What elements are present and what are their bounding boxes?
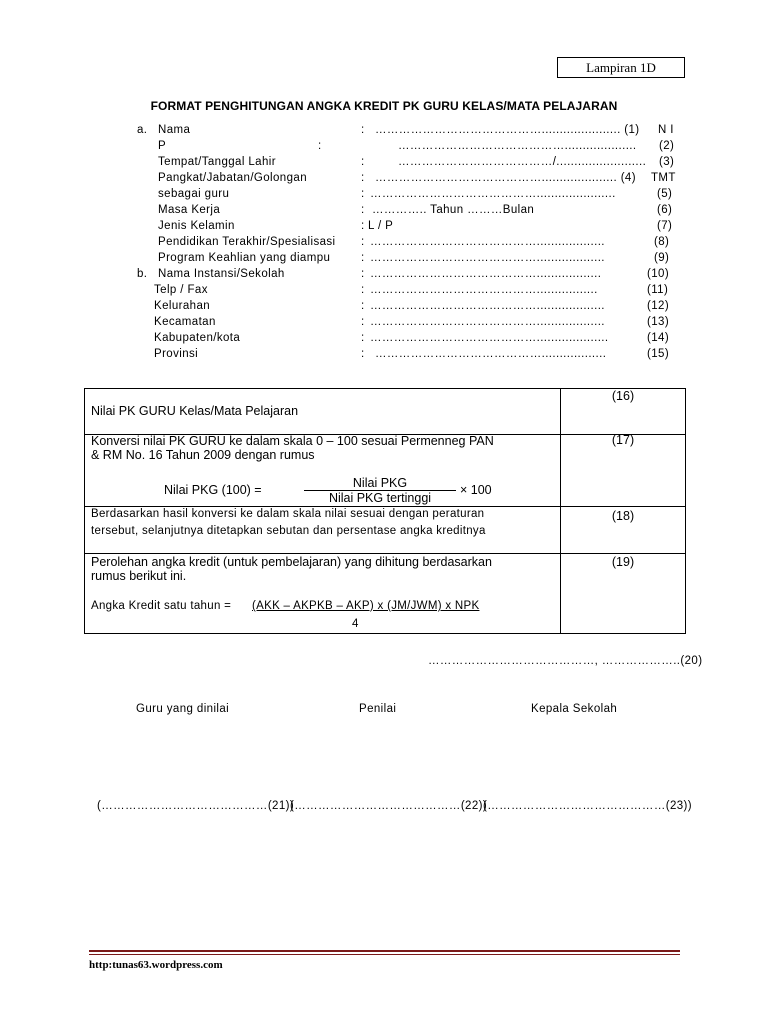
field-value: ……………………………………................... — [370, 236, 605, 248]
table-row-3-number: (18) — [611, 509, 635, 523]
section-b-label: b. — [137, 268, 148, 280]
signature-kepala: (………………………………………(23)) — [483, 800, 693, 812]
table-row-4-number: (19) — [611, 555, 635, 569]
field-label: Nama Instansi/Sekolah — [158, 268, 285, 280]
field-value: ……………………………………................... — [370, 316, 605, 328]
field-row — [0, 204, 768, 220]
field-value: ……………………………………................. — [370, 284, 598, 296]
field-colon: : — [361, 204, 365, 216]
field-colon: : — [318, 140, 322, 152]
table-row-4-line-1: Perolehan angka kredit (untuk pembelajaran) yang dihitung berdasarkan — [91, 555, 492, 569]
table-row-1-text: Nilai PK GURU Kelas/Mata Pelajaran — [91, 404, 299, 418]
field-number: (14) — [647, 332, 670, 344]
field-value: …………………………………….................. — [370, 268, 602, 280]
field-number: (12) — [647, 300, 670, 312]
calculation-table — [84, 388, 686, 634]
field-value: ……………………………………..................... (4) — [375, 172, 636, 184]
field-label: Nama — [158, 124, 191, 136]
signer-penilai-label: Penilai — [359, 703, 397, 715]
signer-kepala-label: Kepala Sekolah — [531, 703, 618, 715]
table-row-3-line-2: tersebut, selanjutnya ditetapkan sebutan dan persentase angka kreditnya — [91, 525, 486, 537]
field-label: sebagai guru — [158, 188, 230, 200]
field-row — [0, 268, 768, 284]
field-label: Pangkat/Jabatan/Golongan — [158, 172, 307, 184]
section-a-label: a. — [137, 124, 148, 136]
field-colon: : — [361, 188, 365, 200]
lampiran-label: Lampiran 1D — [586, 59, 656, 75]
field-row — [0, 316, 768, 332]
field-colon: : — [361, 156, 365, 168]
field-label: Masa Kerja — [158, 204, 221, 216]
document-title: FORMAT PENGHITUNGAN ANGKA KREDIT PK GURU KELAS/MATA PELAJARAN — [150, 99, 618, 113]
field-colon: : — [361, 220, 365, 232]
field-label: Telp / Fax — [154, 284, 208, 296]
field-row — [0, 300, 768, 316]
field-label: Program Keahlian yang diampu — [158, 252, 331, 264]
field-colon: : — [361, 284, 365, 296]
field-label: P — [158, 140, 167, 152]
field-number: (8) — [654, 236, 670, 248]
field-value: ………….. Tahun ………Bulan — [372, 204, 535, 216]
table-row-3-line-1: Berdasarkan hasil konversi ke dalam skala nilai sesuai dengan peraturan — [91, 508, 485, 520]
field-number: (7) — [657, 220, 673, 232]
field-extra: N I — [658, 124, 674, 136]
field-extra: TMT — [651, 172, 676, 184]
formula-denominator: Nilai PKG tertinggi — [328, 491, 432, 505]
field-value: …………………………………….................. — [375, 348, 607, 360]
table-row-1-number: (16) — [611, 389, 635, 403]
field-value: L / P — [368, 220, 394, 232]
field-colon: : — [361, 332, 365, 344]
field-colon: : — [361, 172, 365, 184]
field-colon: : — [361, 124, 365, 136]
footer-rule-thick — [89, 950, 680, 952]
field-row — [0, 188, 768, 204]
field-number: (15) — [647, 348, 670, 360]
field-colon: : — [361, 316, 365, 328]
formula-numerator: Nilai PKG — [352, 476, 408, 490]
field-number: (10) — [647, 268, 670, 280]
field-number: (9) — [654, 252, 670, 264]
field-label: Kecamatan — [154, 316, 216, 328]
field-colon: : — [361, 252, 365, 264]
field-value: …………………………………/......................... — [398, 156, 647, 168]
field-label: Kabupaten/kota — [154, 332, 241, 344]
field-number: (11) — [647, 284, 669, 296]
formula-rhs: × 100 — [460, 483, 492, 497]
field-colon: : — [361, 268, 365, 280]
field-label: Jenis Kelamin — [158, 220, 235, 232]
field-value: ……………………………………................... — [370, 252, 605, 264]
field-row — [0, 236, 768, 252]
field-number: (6) — [657, 204, 673, 216]
field-row — [0, 140, 768, 156]
field-value: …………………………………….................... — [398, 140, 637, 152]
ak-formula-numerator: (AKK – AKPKB – AKP) x (JM/JWM) x NPK — [252, 600, 480, 612]
field-colon: : — [361, 236, 365, 248]
field-number: (13) — [647, 316, 670, 328]
formula-lhs: Nilai PKG (100) = — [164, 483, 262, 497]
field-colon: : — [361, 348, 365, 360]
field-number: (2) — [659, 140, 675, 152]
field-row — [0, 252, 768, 268]
field-value: ……………………………………...................... (1) — [375, 124, 640, 136]
lampiran-box — [557, 57, 685, 78]
footer-url: http:tunas63.wordpress.com — [89, 959, 223, 971]
table-row-divider — [85, 553, 685, 554]
date-place-line: ……………………………………, ………………..(20) — [428, 655, 703, 667]
field-value: ……………………………………................... — [370, 300, 605, 312]
field-value: ……………………………………...................... — [370, 188, 616, 200]
field-row — [0, 156, 768, 172]
ak-formula-lhs: Angka Kredit satu tahun = — [91, 600, 232, 612]
footer-rule-thin — [89, 954, 680, 955]
table-row-2-line-1: Konversi nilai PK GURU ke dalam skala 0 – 100 sesuai Permenneg PAN — [91, 434, 494, 448]
field-row — [0, 284, 768, 300]
field-label: Pendidikan Terakhir/Spesialisasi — [158, 236, 336, 248]
field-number: (3) — [659, 156, 675, 168]
field-row — [0, 220, 768, 236]
field-label: Tempat/Tanggal Lahir — [158, 156, 276, 168]
ak-formula-denominator: 4 — [352, 618, 359, 630]
field-colon: : — [361, 300, 365, 312]
signer-guru-label: Guru yang dinilai — [136, 703, 230, 715]
field-row — [0, 348, 768, 364]
field-row — [0, 332, 768, 348]
table-row-2-number: (17) — [611, 433, 635, 447]
field-label: Provinsi — [154, 348, 199, 360]
field-value: …………………………………….................... — [370, 332, 609, 344]
table-row-2-line-2: & RM No. 16 Tahun 2009 dengan rumus — [91, 448, 315, 462]
signature-penilai: (……………………………………(22)) — [290, 800, 488, 812]
field-row — [0, 124, 768, 140]
field-number: (5) — [657, 188, 673, 200]
field-label: Kelurahan — [154, 300, 211, 312]
table-row-4-line-2: rumus berikut ini. — [91, 569, 187, 583]
field-row — [0, 172, 768, 188]
signature-guru: (……………………………………(21)) — [97, 800, 295, 812]
